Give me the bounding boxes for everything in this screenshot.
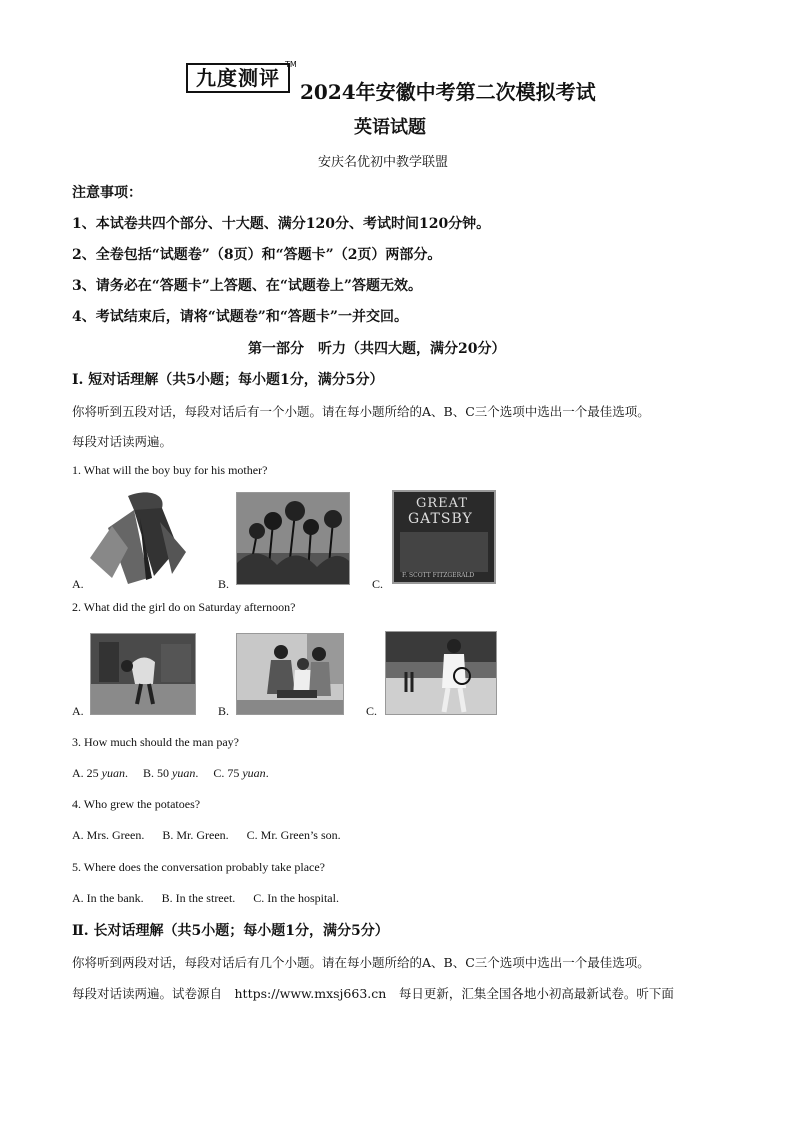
currency-unit: yuan [101,766,125,780]
q3-option-c: C. 75 [213,766,240,780]
family-reading-image [236,633,344,715]
section2-title: Ⅱ. 长对话理解（共5小题；每小题1分，满分5分） [72,923,389,939]
scarf-image [88,488,188,584]
option-c-label-2: C. [366,704,378,718]
note-item: 1、本试卷共四个部分、十大题、满分120分、考试时间120分钟。 [72,216,491,232]
section2-instructions-2: 每段对话读两遍。试卷源自 https://www.mxsj663.cn 每日更新，汇集全国各地小初高最新试卷。听下面 [72,986,674,1001]
q3-option-a: A. 25 [72,766,99,780]
question-5-options: A. In the bank. B. In the street. C. In the hospital. [72,891,339,905]
question-5: 5. Where does the conversation probably take place? [72,860,326,874]
option-b-label-2: B. [218,704,230,718]
note-item: 4、考试结束后，请将“试题卷”和“答题卡”一并交回。 [72,309,408,325]
option-b-label: B. [218,577,230,591]
book-title-line2: GATSBY [408,511,473,527]
notes-heading: 注意事项： [72,185,142,201]
question-4-options: A. Mrs. Green. B. Mr. Green. C. Mr. Green’s son. [72,828,341,842]
question-3-options: A. 25 yuan. B. 50 yuan. C. 75 yuan. [72,766,269,780]
organizer: 安庆名优初中教学联盟 [318,155,449,170]
section1-instructions: 你将听到五段对话，每段对话后有一个小题。请在每小题所给的A、B、C三个选项中选出一个最佳选项。 [72,404,650,419]
note-item: 3、请务必在“答题卡”上答题、在“试题卷上”答题无效。 [72,278,422,294]
note-item: 2、全卷包括“试题卷”（8页）和“答题卡”（2页）两部分。 [72,247,442,263]
badminton-image [385,631,497,715]
question-2: 2. What did the girl do on Saturday afternoon? [72,600,296,614]
book-illustration [400,532,488,572]
cleaning-image [90,633,196,715]
trademark-mark: TM [285,60,297,69]
flowers-image [236,492,350,585]
currency-unit: yuan [242,766,266,780]
section1-instructions-2: 每段对话读两遍。 [72,434,173,449]
section1-title: Ⅰ. 短对话理解（共5小题；每小题1分，满分5分） [72,372,384,388]
question-3: 3. How much should the man pay? [72,735,239,749]
question-4: 4. Who grew the potatoes? [72,797,201,811]
option-c-label: C. [372,577,384,591]
book-cover-image [392,490,496,584]
option-a-label: A. [72,577,84,591]
exam-subtitle: 英语试题 [354,117,426,138]
currency-unit: yuan [172,766,196,780]
option-a-label-2: A. [72,704,84,718]
section2-instructions: 你将听到两段对话，每段对话后有几个小题。请在每小题所给的A、B、C三个选项中选出一个最佳选项。 [72,955,650,970]
book-title-line1: GREAT [416,496,469,511]
question-1: 1. What will the boy buy for his mother? [72,463,268,477]
book-author: F. SCOTT FITZGERALD [402,572,475,579]
part1-heading: 第一部分 听力（共四大题，满分20分） [248,341,506,357]
q3-option-b: B. 50 [143,766,170,780]
exam-title: 2024年安徽中考第二次模拟考试 [300,80,596,104]
brand-logo: 九度测评 [186,63,290,93]
